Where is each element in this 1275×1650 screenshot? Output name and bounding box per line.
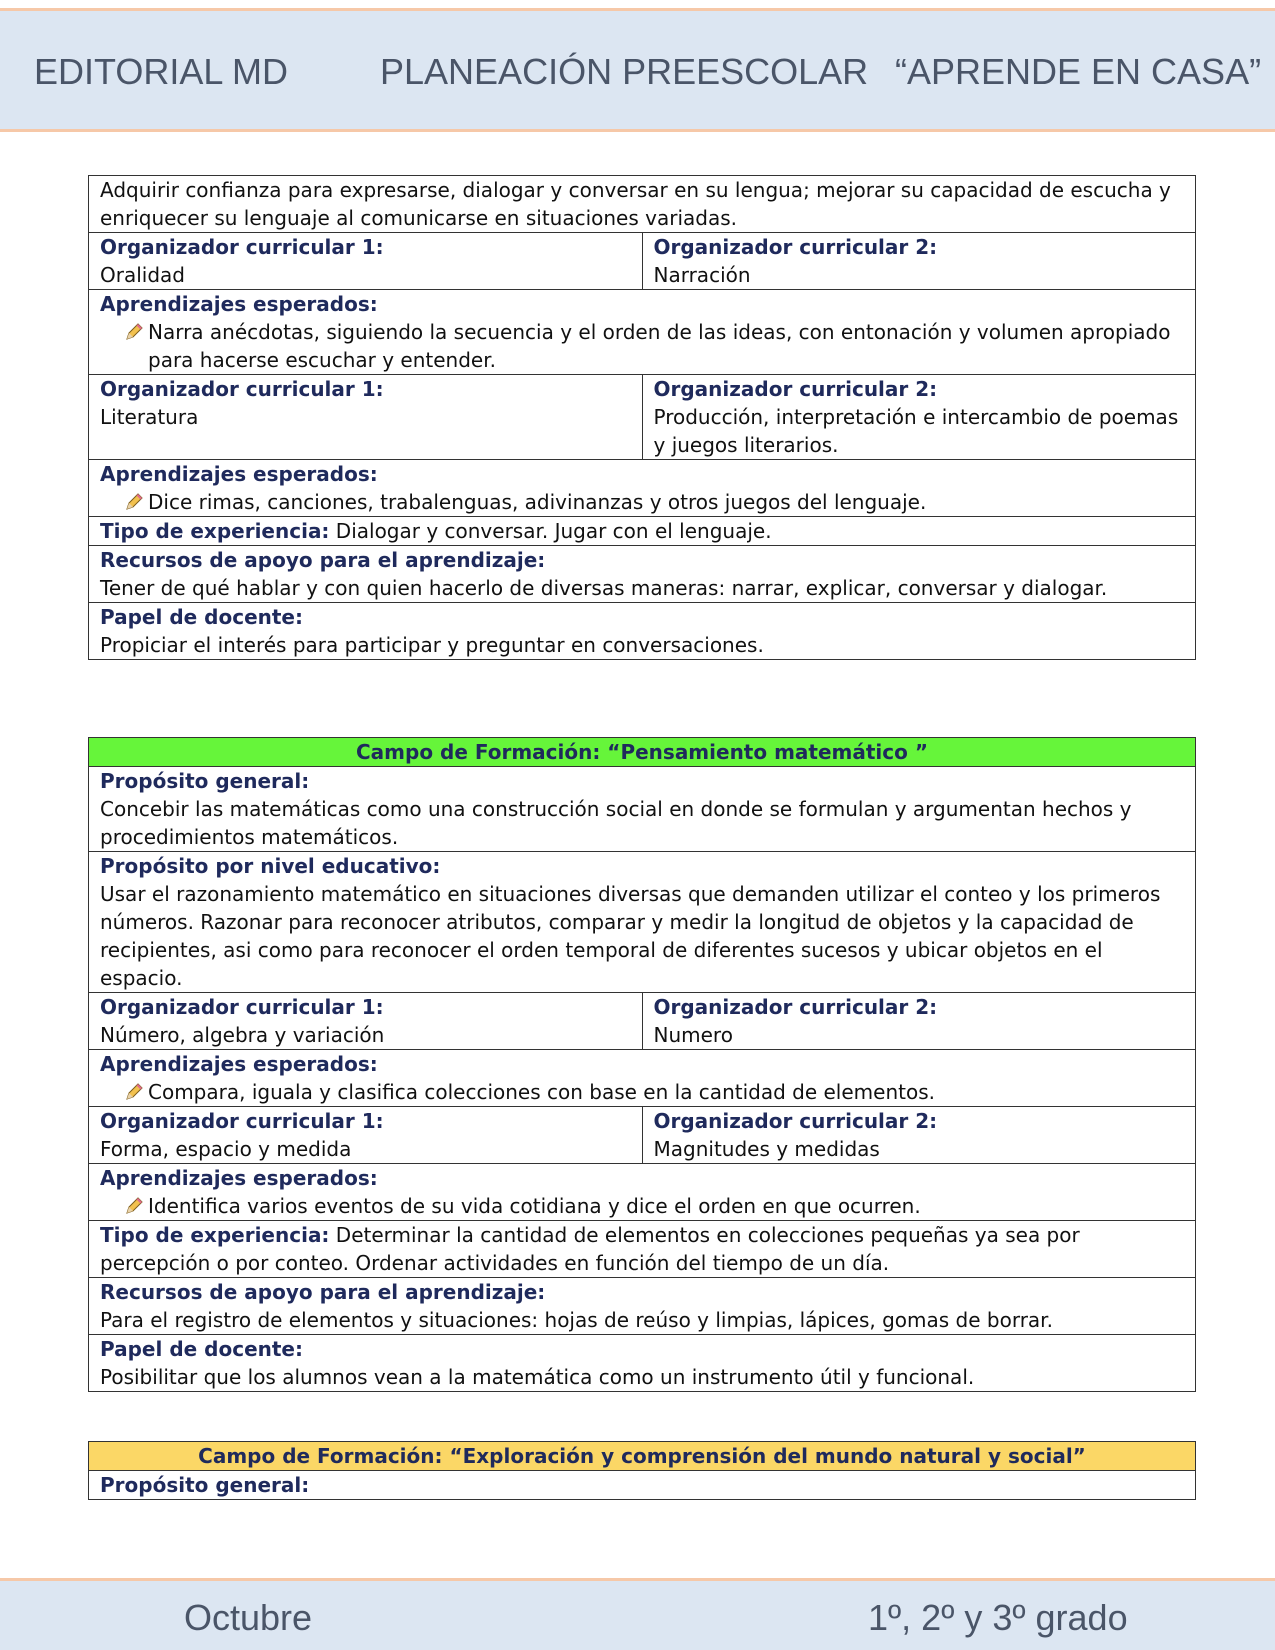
recursos-label: Recursos de apoyo para el aprendizaje: <box>100 1280 546 1304</box>
org1b-value: Forma, espacio y medida <box>100 1137 352 1161</box>
header-program: “APRENDE EN CASA” <box>895 51 1262 92</box>
aprendizaje-text: Narra anécdotas, siguiendo la secuencia y el orden de las ideas, con entonación y volumen apropiado para hacerse escuchar y entender. <box>148 320 1171 372</box>
org2-value: Numero <box>653 1023 733 1047</box>
org2-label: Organizador curricular 2: <box>653 235 938 259</box>
purpose-cell: Adquirir confianza para expresarse, dialogar y conversar en su lengua; mejorar su capacidad de escucha y enriquecer su lenguaje al comunicarse en situaciones variadas. <box>89 176 1196 233</box>
aprendizaje-item <box>100 488 1184 516</box>
header-publisher: EDITORIAL MD <box>34 51 289 92</box>
org1-cell <box>89 993 643 1050</box>
aprendizaje-text: Identifica varios eventos de su vida cotidiana y dice el orden en que ocurren. <box>148 1194 921 1218</box>
papel-label: Papel de docente: <box>100 605 303 629</box>
tipo-label: Tipo de experiencia: <box>100 1223 330 1247</box>
pencil-icon <box>124 1082 144 1102</box>
aprendizajes-b-label: Aprendizajes esperados: <box>100 462 378 486</box>
aprendizajes-b-label: Aprendizajes esperados: <box>100 1166 378 1190</box>
org1-cell <box>89 233 643 290</box>
recursos-cell <box>89 1278 1196 1335</box>
org2b-value: Magnitudes y medidas <box>653 1137 880 1161</box>
org1b-label: Organizador curricular 1: <box>100 377 384 401</box>
nivel-cell <box>89 852 1196 993</box>
org1-label: Organizador curricular 1: <box>100 995 384 1019</box>
proposito-value: Concebir las matemáticas como una construcción social en donde se formulan y argumentan hechos y procedimientos matemáticos. <box>100 797 1132 849</box>
aprendizajes-cell <box>89 290 1196 375</box>
org2-label: Organizador curricular 2: <box>653 995 938 1019</box>
org2b-label: Organizador curricular 2: <box>653 1109 938 1133</box>
org2b-cell <box>642 1107 1196 1164</box>
tipo-value: Dialogar y conversar. Jugar con el lenguaje. <box>329 519 772 543</box>
aprendizaje-text: Dice rimas, canciones, trabalenguas, adivinanzas y otros juegos del lenguaje. <box>148 490 927 514</box>
org2b-cell <box>642 375 1196 460</box>
aprendizajes-label: Aprendizajes esperados: <box>100 292 378 316</box>
nivel-label: Propósito por nivel educativo: <box>100 854 441 878</box>
footer-month: Octubre <box>184 1597 313 1638</box>
aprendizaje-item <box>100 1078 1184 1106</box>
aprendizajes-cell <box>89 1050 1196 1107</box>
papel-cell <box>89 1335 1196 1392</box>
aprendizajes-b-cell <box>89 460 1196 517</box>
org2-cell <box>642 993 1196 1050</box>
header-title: PLANEACIÓN PREESCOLAR <box>380 51 869 92</box>
section-lenguaje-table <box>88 175 1196 660</box>
tipo-cell <box>89 1221 1196 1278</box>
footer-grades: 1º, 2º y 3º grado <box>868 1597 1128 1638</box>
papel-cell <box>89 603 1196 660</box>
pencil-icon <box>124 1196 144 1216</box>
org2b-label: Organizador curricular 2: <box>653 377 938 401</box>
tipo-cell <box>89 517 1196 546</box>
aprendizajes-label: Aprendizajes esperados: <box>100 1052 378 1076</box>
section-matematico-table <box>88 737 1196 1392</box>
org1b-value: Literatura <box>100 405 199 429</box>
org2-cell <box>642 233 1196 290</box>
aprendizaje-item <box>100 1192 1184 1220</box>
org1-value: Oralidad <box>100 263 185 287</box>
org2-value: Narración <box>653 263 751 287</box>
page-header <box>0 8 1275 132</box>
recursos-label: Recursos de apoyo para el aprendizaje: <box>100 548 546 572</box>
nivel-value: Usar el razonamiento matemático en situaciones diversas que demanden utilizar el conteo y los primeros números. Razonar para reconocer atributos, comparar y medir la longitud de objetos y la capacidad de recipientes, asi como para reconocer el orden temporal de diferentes sucesos y ubicar objetos en el espacio. <box>100 882 1161 990</box>
proposito-label: Propósito general: <box>100 1473 310 1497</box>
org1b-cell <box>89 1107 643 1164</box>
tipo-value: Determinar la cantidad de elementos en colecciones pequeñas ya sea por percepción o por conteo. Ordenar actividades en función del tiempo de un día. <box>100 1223 1080 1275</box>
recursos-value: Tener de qué hablar y con quien hacerlo de diversas maneras: narrar, explicar, conversar y dialogar. <box>100 576 1108 600</box>
papel-label: Papel de docente: <box>100 1337 303 1361</box>
pencil-icon <box>124 492 144 512</box>
org1b-cell <box>89 375 643 460</box>
papel-value: Propiciar el interés para participar y preguntar en conversaciones. <box>100 633 764 657</box>
org1b-label: Organizador curricular 1: <box>100 1109 384 1133</box>
aprendizaje-item <box>100 318 1184 374</box>
proposito-cell <box>89 1471 1196 1500</box>
page-footer <box>0 1578 1275 1650</box>
section-exploracion-table <box>88 1441 1196 1500</box>
campo-title: Campo de Formación: “Exploración y comprensión del mundo natural y social” <box>89 1442 1196 1471</box>
campo-title: Campo de Formación: “Pensamiento matemático ” <box>89 738 1196 767</box>
proposito-label: Propósito general: <box>100 769 310 793</box>
aprendizajes-b-cell <box>89 1164 1196 1221</box>
recursos-value: Para el registro de elementos y situaciones: hojas de reúso y limpias, lápices, gomas de borrar. <box>100 1308 1053 1332</box>
papel-value: Posibilitar que los alumnos vean a la matemática como un instrumento útil y funcional. <box>100 1365 975 1389</box>
org1-value: Número, algebra y variación <box>100 1023 385 1047</box>
aprendizaje-text: Compara, iguala y clasifica colecciones con base en la cantidad de elementos. <box>148 1080 935 1104</box>
proposito-cell <box>89 767 1196 852</box>
tipo-label: Tipo de experiencia: <box>100 519 330 543</box>
org2b-value: Producción, interpretación e intercambio de poemas y juegos literarios. <box>653 405 1179 457</box>
recursos-cell <box>89 546 1196 603</box>
org1-label: Organizador curricular 1: <box>100 235 384 259</box>
pencil-icon <box>124 322 144 342</box>
